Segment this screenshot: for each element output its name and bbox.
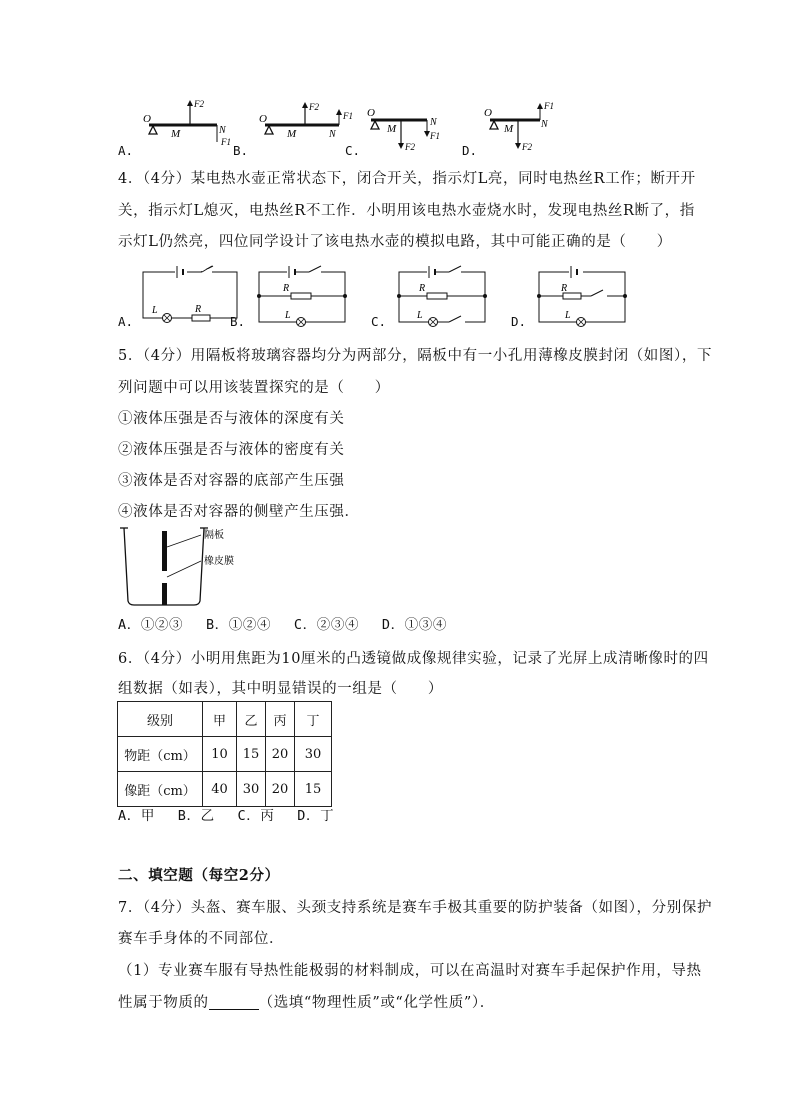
q5-label-membrane: 橡皮膜 (204, 556, 234, 567)
table-header-row (118, 702, 332, 737)
q3-lever-d (480, 95, 590, 157)
q4-text-line2: 关，指示灯L熄灭，电热丝R不工作．小明用该电热水壶烧水时，发现电热丝R断了，指 (118, 203, 695, 219)
table-row-label: 物距（cm） (118, 737, 203, 772)
q6-text-line1: 6．（4分）小明用焦距为10厘米的凸透镜做成像规律实验，记录了光屏上成清晰像时的四 (118, 651, 709, 667)
q7-sub1-text-after: （选填“物理性质”或“化学性质”）． (258, 995, 495, 1011)
table-header-cell: 丙 (266, 702, 295, 737)
q4-c-resistor-r: R (419, 283, 426, 294)
q3-a-force-top: F2 (194, 99, 204, 109)
q3-b-point-m: M (287, 128, 297, 140)
q7-sub1-text-before: 性属于物质的 (118, 995, 209, 1011)
table-cell: 40 (203, 772, 237, 807)
q3-d-pivot-o: O (484, 107, 492, 119)
q3-b-force-top: F2 (309, 102, 319, 112)
q4-d-resistor-r: R (561, 283, 568, 294)
q5-item-4: ④液体是否对容器的侧壁产生压强． (118, 504, 360, 520)
q4-circuit-c (393, 262, 493, 332)
q3-a-point-m: M (171, 128, 181, 140)
q5-item-3: ③液体是否对容器的底部产生压强 (118, 473, 345, 489)
q3-a-pivot-o: O (143, 113, 151, 125)
table-cell: 10 (203, 737, 237, 772)
table-cell: 20 (266, 772, 295, 807)
q5-container-figure (118, 525, 288, 607)
q7-text-line1: 7．（4分）头盔、赛车服、头颈支持系统是赛车手极其重要的防护装备（如图），分别保护 (118, 900, 713, 916)
q4-option-d-label: D. (511, 314, 527, 329)
answer-blank[interactable] (209, 995, 259, 1010)
q4-b-resistor-r: R (283, 283, 290, 294)
q3-option-a-label: A. (118, 143, 134, 158)
q5-item-2: ②液体压强是否与液体的密度有关 (118, 442, 345, 458)
table-header-cell: 级别 (118, 702, 203, 737)
q4-option-b-label: B. (230, 314, 246, 329)
table-row (118, 772, 332, 807)
q4-text-line3: 示灯L仍然亮，四位同学设计了该电热水壶的模拟电路，其中可能正确的是（ ） (118, 234, 672, 250)
q4-d-lamp-l: L (565, 310, 571, 321)
q4-circuit-d (533, 262, 633, 332)
q3-a-point-n: N (219, 125, 226, 136)
q3-lever-c (363, 95, 473, 157)
q4-circuit-row (115, 262, 655, 334)
q5-options: A．①②③ B．①②④ C．②③④ D．①③④ (118, 617, 447, 633)
q3-c-point-m: M (387, 123, 397, 135)
table-cell: 15 (295, 772, 332, 807)
q3-c-force-right: F1 (430, 131, 440, 141)
q7-sub1-line1: （1）专业赛车服有导热性能极弱的材料制成，可以在高温时对赛车手起保护作用，导热 (118, 963, 702, 979)
q4-text-line1: 4．（4分）某电热水壶正常状态下，闭合开关，指示灯L亮，同时电热丝R工作；断开开 (118, 171, 696, 187)
table-row-label: 像距（cm） (118, 772, 203, 807)
q3-b-force-right: F1 (343, 111, 353, 121)
q3-a-force-bottom: F1 (221, 137, 231, 147)
table-cell: 30 (237, 772, 266, 807)
q6-data-table (117, 701, 332, 807)
q4-c-lamp-l: L (417, 310, 423, 321)
table-header-cell: 乙 (237, 702, 266, 737)
q3-d-point-n: N (541, 119, 548, 130)
q5-text-line2: 列问题中可以用该装置探究的是（ ） (118, 380, 390, 396)
q6-options: A．甲 B．乙 C．丙 D．丁 (118, 808, 335, 824)
q6-text-line2: 组数据（如表），其中明显错误的一组是（ ） (118, 681, 443, 697)
q5-text-line1: 5．（4分）用隔板将玻璃容器均分为两部分，隔板中有一小孔用薄橡皮膜封闭（如图），下 (118, 348, 713, 364)
q4-option-a-label: A. (118, 314, 134, 329)
q4-circuit-b (253, 262, 353, 332)
q3-d-force-right: F1 (544, 101, 554, 111)
q5-item-1: ①液体压强是否与液体的深度有关 (118, 411, 345, 427)
table-cell: 15 (237, 737, 266, 772)
q7-sub1-line2 (118, 991, 495, 1012)
q3-option-b-label: B. (233, 143, 249, 158)
q7-text-line2: 赛车手身体的不同部位． (118, 931, 285, 947)
section-2-title: 二、填空题（每空2分） (118, 867, 280, 884)
table-cell: 20 (266, 737, 295, 772)
q3-d-point-m: M (504, 123, 514, 135)
q4-a-resistor-r: R (195, 304, 202, 315)
q3-b-pivot-o: O (259, 113, 267, 125)
q4-option-c-label: C. (371, 314, 387, 329)
table-header-cell: 丁 (295, 702, 332, 737)
table-row (118, 737, 332, 772)
table-header-cell: 甲 (203, 702, 237, 737)
q3-d-force-bottom: F2 (522, 142, 532, 152)
q3-option-c-label: C. (345, 143, 361, 158)
q3-b-point-n: N (329, 129, 336, 140)
q3-c-point-n: N (430, 117, 437, 128)
q3-c-force-bottom: F2 (405, 142, 415, 152)
q3-c-pivot-o: O (367, 107, 375, 119)
q4-a-lamp-l: L (152, 305, 158, 316)
q5-label-partition: 隔板 (204, 530, 224, 541)
table-cell: 30 (295, 737, 332, 772)
q4-b-lamp-l: L (285, 310, 291, 321)
q3-lever-a (137, 95, 247, 157)
q3-option-d-label: D. (462, 143, 478, 158)
q3-diagram-row (115, 95, 675, 157)
